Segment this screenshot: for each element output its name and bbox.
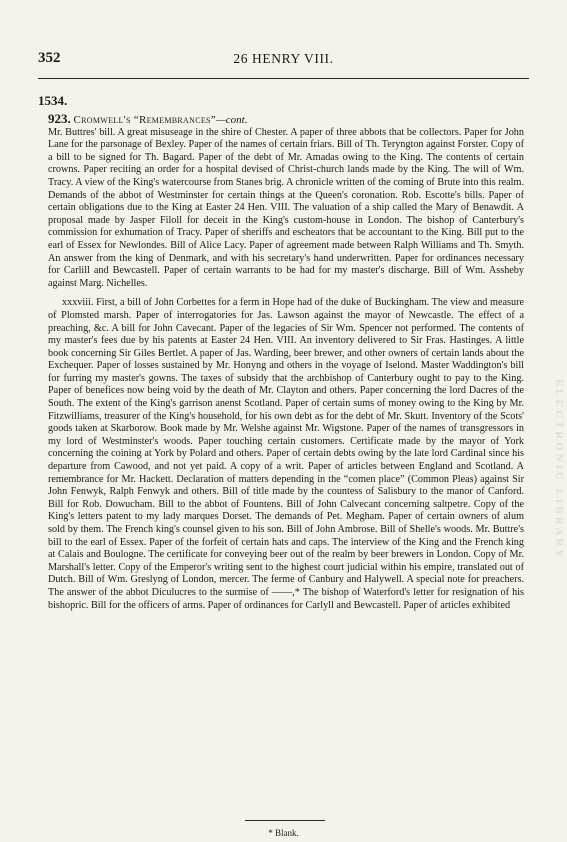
entry-heading	[48, 113, 524, 127]
paragraph: Mr. Buttres' bill. A great misuseage in the shire of Chester. A paper of three abbots that be collectors. Paper for John Lane for the parsonage of Bexley. Paper of the names of certain friars. Bill of Th. Teryngton against Forster. Copy of a bill to be signed for Th. Bagard. Paper of the debt of Mr. Amadas owing to the King. The contents of certain crowns. Paper reciting an order for a hospital devised of Christ-church lands made by the King. The will of Wm. Tracy. A view of the King's watercourse from Stanes brig. A chronicle written of the coming of Brute into this realm. Demands of the abbot of Westminster for certain things at the Queen's coronation. Rob. Escotte's bills. Paper of certain obligations due to the King at Easter 24 Hen. VIII. The valuation of a ship called the Mary of Benawdit. A proposal made by Jasper Filoll for deceit in the King's custom-house in London. The bishop of Canterbury's commission for exhumation of Tracy. Paper of sheriffs and escheators that be accountant to the King. Bill put to the earl of Essex for Newlondes. Bill of Alice Lacy. Paper of agreement made between Ralph Williams and Th. Smyth. An answer from the king of Denmark, and with his secretary's hand underwritten. Paper for ordinances necessary for Carlill and Bewcastell. Paper of certain warrants to be had for my master's discharge. Bill of Wm. Assheby against Marg. Nichelles.	[48, 126, 524, 289]
entry-title: Cromwell's “Remembrances”	[73, 114, 216, 126]
page-header	[38, 50, 529, 72]
running-head: 26 HENRY VIII.	[233, 51, 334, 66]
paragraph: xxxviii. First, a bill of John Corbettes for a ferm in Hope had of the duke of Buckingham. The view and measure of Plomsted marsh. Paper of interrogatories for Jas. Lawson against the mayor of Newcastle. The effect of a preaching, &c. A bill for John Cavecant. Paper of the legacies of Sir Wm. Spencer not performed. The contents of my master's fees due by his patents at Easter 24 Hen. VIII. An inventory delivered to Sir Fras. Hastinges. A little book concerning Sir Giles Bertlet. A paper of Jas. Warding, beer brewer, and other owners of certain lands about the Exchequer. Paper of losses sustained by Mr. Honyng and others in the voyage of Iselond. Master Waddington's bill for furring my master's gowns. The taxes of subsidy that the archbishop of Canterbury ought to pay to the King. Paper of benefices now being void by the death of Mr. Clayton and others. Paper concerning the lord Dacres of the South. The extent of the King's garrison anenst Scotland. Paper of certain sums of money owing to the King by Mr. Fitzwilliams, treasurer of the King's household, for his own debt as for the debt of Mr. Skutt. Inventory of the Scots' goods taken at Skarborow. Book made by Mr. Welshe against Mr. Wigstone. Paper of the names of transgressors in my lord of Westminster's woods. Paper touching certain customers. Certificate made by the mayor of York concerning the coining at York by Polard and others. Paper of certain debts owing by the late lord Cardinal since his departure from Cawood, and not yet paid. A copy of a writ. Paper of articles between England and Scotland. A remembrance for Mr. Hackett. Declaration of matters depending in the “comen place” (Common Pleas) against Sir John Fenwyk, Ralph Fenwyk and others. Bill of title made by the countess of Salisbury to the manor of Canford. Bill for Rob. Dowucham. Bill to the abbot of Fountens. Bill of John Calvecant concerning saltpetre. Copy of the King's letters patent to my lady marques Dorset. The demands of Pet. Megham. Paper of certain owners of alum sold by them. The French king's counsel given to his son. Bill of John Ambrose. Bill of Shelle's woods. Mr. Buttre's bill to the earl of Essex. Paper of the forfeit of certain hats and caps. The interview of the King and the French king at Calais and Boulogne. The certificate for conveying beer out of the realm by beer brewers in London. Copy of Mr. Marshall's letter. Copy of the Emperor's writing sent to the highest court judicial within his empire, translated out of Dutch. Bill of Wm. Greslyng of London, mercer. The ferme of Canbury and Halywell. A special note for preachers. The answer of the abbot Diculucres to the surmise of ——,* The bishop of Waterford's letter for resignation of his bishopric. Bill for the officers of arms. Paper of ordinances for Carlyll and Bewcastell. Paper of articles exhibited	[48, 297, 524, 611]
footnote: * Blank.	[268, 828, 299, 838]
year-marker: 1534.	[38, 93, 68, 108]
header-rule	[38, 78, 529, 79]
footnote-rule	[245, 820, 325, 821]
entry-continued: —cont.	[215, 114, 248, 126]
body-text	[48, 113, 524, 612]
page-number: 352	[38, 50, 61, 66]
watermark-right: ELECTRONIC LIBRARY	[553, 378, 565, 560]
entry-number: 923.	[48, 111, 71, 126]
